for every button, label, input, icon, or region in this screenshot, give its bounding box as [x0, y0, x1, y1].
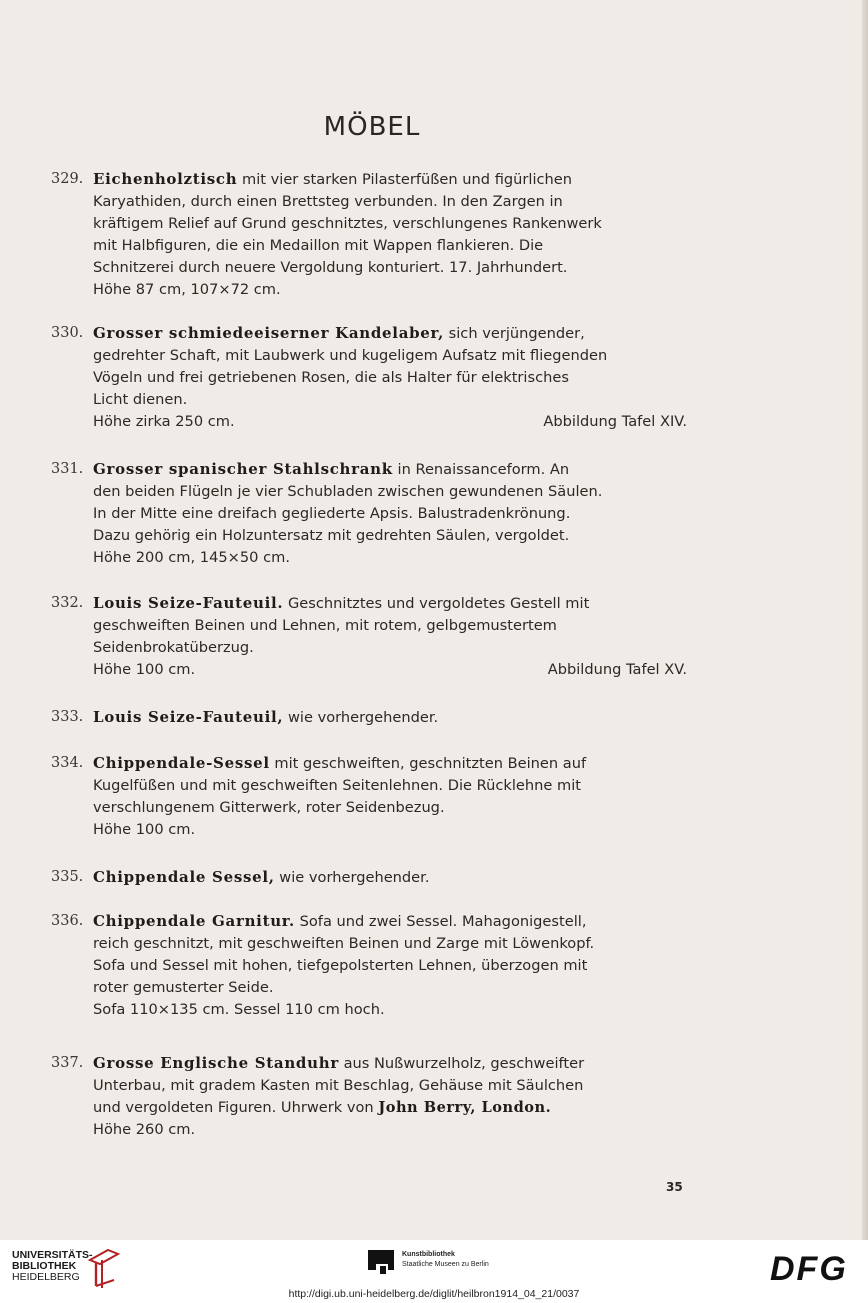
entry-title: Eichenholztisch [93, 170, 238, 188]
page-number: 35 [666, 1180, 683, 1194]
entry-line: geschweiften Beinen und Lehnen, mit rotem, gelbgemustertem [93, 617, 557, 634]
entry-text: Geschnitztes und vergoldetes Gestell mit [283, 595, 590, 612]
catalog-entry-334 [51, 752, 687, 841]
entry-title: Chippendale Garnitur. [93, 912, 295, 930]
entry-line: Dazu gehörig ein Holzuntersatz mit gedrehten Säulen, vergoldet. [93, 527, 570, 544]
entry-number: 335. [51, 869, 84, 885]
entry-text: und vergoldeten Figuren. Uhrwerk von [93, 1099, 379, 1116]
entry-line: gedrehter Schaft, mit Laubwerk und kugeligem Aufsatz mit fliegenden [93, 347, 608, 364]
catalog-entry-336 [51, 910, 687, 1021]
ub-line-3: HEIDELBERG [12, 1271, 80, 1283]
entry-text: Sofa und zwei Sessel. Mahagonigestell, [294, 913, 587, 930]
clockmaker-name: John Berry, London. [378, 1099, 552, 1116]
entry-measure: Höhe 100 cm. [93, 661, 196, 678]
plate-reference: Abbildung Tafel XV. [547, 661, 687, 678]
entry-line: Sofa 110×135 cm. Sessel 110 cm hoch. [93, 1001, 385, 1018]
catalog-entry-337 [51, 1052, 687, 1141]
entry-text: sich verjüngender, [444, 325, 585, 342]
digitization-footer [0, 1240, 868, 1303]
entry-number: 330. [51, 325, 84, 341]
ub-line-2: BIBLIOTHEK [12, 1260, 77, 1272]
entry-line: roter gemusterter Seide. [93, 979, 274, 996]
entry-title: Grosser schmiedeeiserner Kandelaber, [93, 324, 444, 342]
entry-line: Höhe 260 cm. [93, 1121, 196, 1138]
entry-text: wie vorhergehender. [274, 869, 430, 886]
entry-number: 329. [51, 171, 84, 187]
entry-line: verschlungenem Gitterwerk, roter Seidenbezug. [93, 799, 445, 816]
page-heading: MÖBEL [323, 112, 421, 142]
entry-line: Licht dienen. [93, 391, 188, 408]
entry-line: Karyathiden, durch einen Brettsteg verbunden. In den Zargen in [93, 193, 563, 210]
entry-line: Sofa und Sessel mit hohen, tiefgepolsterten Lehnen, überzogen mit [93, 957, 588, 974]
entry-line: Unterbau, mit gradem Kasten mit Beschlag, Gehäuse mit Säulchen [93, 1077, 584, 1094]
entry-title: Chippendale Sessel, [93, 868, 275, 886]
kb-line-1: Kunstbibliothek [402, 1251, 455, 1258]
entry-number: 332. [51, 595, 84, 611]
plate-reference: Abbildung Tafel XIV. [543, 413, 687, 430]
kb-line-2: Staatliche Museen zu Berlin [402, 1261, 489, 1268]
entry-text: mit vier starken Pilasterfüßen und figürlichen [237, 171, 573, 188]
entry-title: Grosser spanischer Stahlschrank [93, 460, 393, 478]
permalink-url[interactable]: http://digi.ub.uni-heidelberg.de/diglit/heilbron1914_04_21/0037 [288, 1288, 580, 1300]
entry-line: reich geschnitzt, mit geschweiften Beinen und Zarge mit Löwenkopf. [93, 935, 595, 952]
entry-line: mit Halbfiguren, die ein Medaillon mit Wappen flankieren. Die [93, 237, 544, 254]
entry-text: in Renaissanceform. An [392, 461, 570, 478]
entry-line: Höhe 200 cm, 145×50 cm. [93, 549, 290, 566]
catalog-entry-333 [51, 706, 687, 729]
page-edge [862, 0, 868, 1240]
kunstbibliothek-label [402, 1250, 489, 1270]
catalog-entry-335 [51, 866, 687, 889]
entry-title: Grosse Englische Standuhr [93, 1054, 339, 1072]
entry-text: mit geschweiften, geschnitzten Beinen auf [269, 755, 587, 772]
entry-title: Louis Seize-Fauteuil, [93, 708, 284, 726]
entry-number: 337. [51, 1055, 84, 1071]
entry-title: Louis Seize-Fauteuil. [93, 594, 284, 612]
entry-line: Höhe 100 cm. [93, 821, 196, 838]
entry-text: wie vorhergehender. [283, 709, 439, 726]
entry-line: Schnitzerei durch neuere Vergoldung konturiert. 17. Jahrhundert. [93, 259, 568, 276]
catalog-entry-330 [51, 322, 687, 433]
ub-line-1: UNIVERSITÄTS- [12, 1249, 93, 1261]
entry-line: In der Mitte eine dreifach gegliederte Apsis. Balustradenkrönung. [93, 505, 571, 522]
entry-line: kräftigem Relief auf Grund geschnitztes, verschlungenes Rankenwerk [93, 215, 602, 232]
dfg-logo: DFG [770, 1250, 848, 1288]
entry-line: Höhe 87 cm, 107×72 cm. [93, 281, 281, 298]
entry-measure: Höhe zirka 250 cm. [93, 413, 235, 430]
entry-line: Seidenbrokatüberzug. [93, 639, 254, 656]
entry-number: 331. [51, 461, 84, 477]
kunstbibliothek-logo-icon [368, 1250, 396, 1276]
entry-number: 333. [51, 709, 84, 725]
entry-line: den beiden Flügeln je vier Schubladen zwischen gewundenen Säulen. [93, 483, 603, 500]
ub-heidelberg-logo-icon [86, 1246, 122, 1292]
entry-number: 336. [51, 913, 84, 929]
entry-text: aus Nußwurzelholz, geschweifter [338, 1055, 585, 1072]
entry-number: 334. [51, 755, 84, 771]
catalog-entry-332 [51, 592, 687, 681]
entry-line: Vögeln und frei getriebenen Rosen, die als Halter für elektrisches [93, 369, 569, 386]
entry-title: Chippendale-Sessel [93, 754, 270, 772]
catalog-entry-331 [51, 458, 687, 569]
entry-line: Kugelfüßen und mit geschweiften Seitenlehnen. Die Rücklehne mit [93, 777, 581, 794]
catalog-entry-329 [51, 168, 687, 301]
ub-heidelberg-label [12, 1250, 93, 1283]
